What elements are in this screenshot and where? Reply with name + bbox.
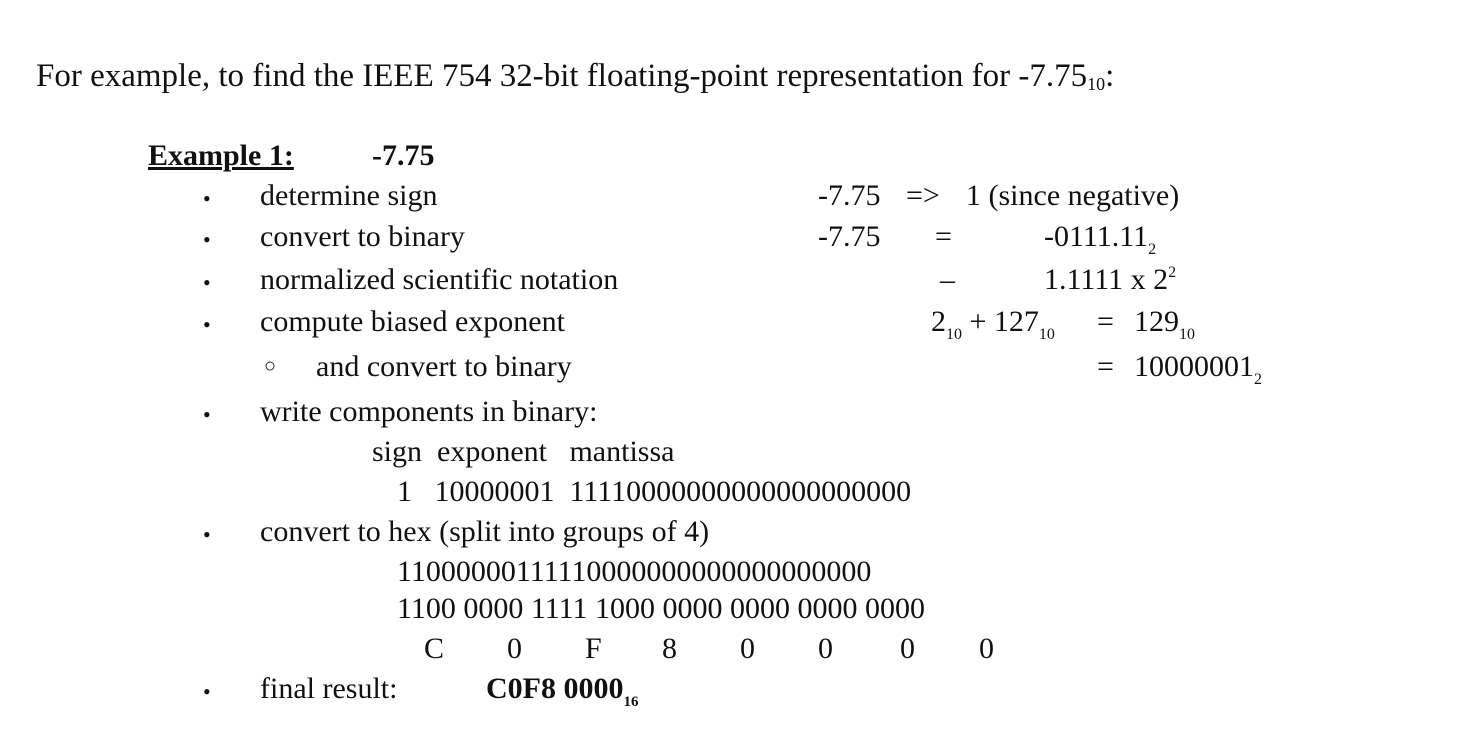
step-sign-label: determine sign	[260, 179, 438, 212]
example-title: Example 1:	[148, 139, 294, 172]
bullet-icon: •	[203, 402, 211, 427]
components-header: sign exponent mantissa	[372, 435, 675, 468]
example-value: -7.75	[372, 139, 435, 172]
hex-digit: 0	[979, 632, 994, 665]
step-sign-arrow: =>	[906, 179, 940, 212]
intro-suffix: :	[1105, 58, 1115, 94]
hex-groups: 1100 0000 1111 1000 0000 0000 0000 0000	[397, 592, 926, 625]
hex-digit: 0	[818, 632, 833, 665]
step-tobinary-eq: =	[1097, 350, 1114, 383]
hex-bits: 11000000111110000000000000000000	[397, 555, 872, 588]
base-subscript: 2	[1148, 241, 1157, 258]
hex-digit: F	[585, 632, 602, 665]
intro-text	[36, 60, 1114, 93]
step-normalized-eq: –	[940, 263, 955, 296]
bullet-icon: •	[203, 227, 211, 252]
step-binary-label: convert to binary	[260, 220, 465, 253]
step-biased-eq: =	[1097, 305, 1114, 338]
step-tobinary-result: $10000001_2$	[1134, 350, 1262, 388]
bullet-icon: •	[203, 522, 211, 547]
bullet-icon: •	[203, 312, 211, 337]
bullet-icon: •	[203, 270, 211, 295]
step-biased-expr: $2_{10} + 127_{10}$	[931, 305, 1055, 343]
step-binary-lhs: -7.75	[818, 220, 881, 253]
step-biased-result: $129_{10}$	[1134, 305, 1195, 343]
step-tobinary-label: and convert to binary	[316, 350, 572, 383]
components-values: 1 10000001 11110000000000000000000	[397, 475, 912, 508]
step-normalized-rhs: 1.1111 x $2^2$	[1044, 263, 1177, 296]
intro-main: For example, to find the IEEE 754 32-bit floating-point representation for -7.75	[36, 58, 1088, 94]
exponent-superscript: 2	[1168, 264, 1177, 281]
step-hex-label: convert to hex (split into groups of 4)	[260, 515, 710, 548]
step-sign-lhs: -7.75	[818, 179, 881, 212]
final-result-value: C0F8 $0000_{16}$	[486, 672, 639, 710]
circle-bullet-icon: ○	[264, 355, 277, 377]
step-binary-rhs: $-0111.11_2$	[1044, 220, 1157, 258]
hex-digit: 8	[662, 632, 677, 665]
step-normalized-label: normalized scientific notation	[260, 263, 619, 296]
hex-digit: 0	[507, 632, 522, 665]
hex-digit: 0	[900, 632, 915, 665]
hex-digit: 0	[740, 632, 755, 665]
step-biased-label: compute biased exponent	[260, 305, 565, 338]
bullet-icon: •	[203, 679, 211, 704]
step-components-label: write components in binary:	[260, 395, 598, 428]
intro-base-subscript: 10	[1087, 74, 1106, 94]
step-final-label: final result:	[260, 672, 398, 705]
bullet-icon: •	[203, 186, 211, 211]
step-binary-eq: =	[935, 220, 952, 253]
step-sign-rhs: 1 (since negative)	[966, 179, 1180, 212]
base-subscript: 16	[623, 694, 639, 710]
hex-digit: C	[424, 632, 445, 665]
